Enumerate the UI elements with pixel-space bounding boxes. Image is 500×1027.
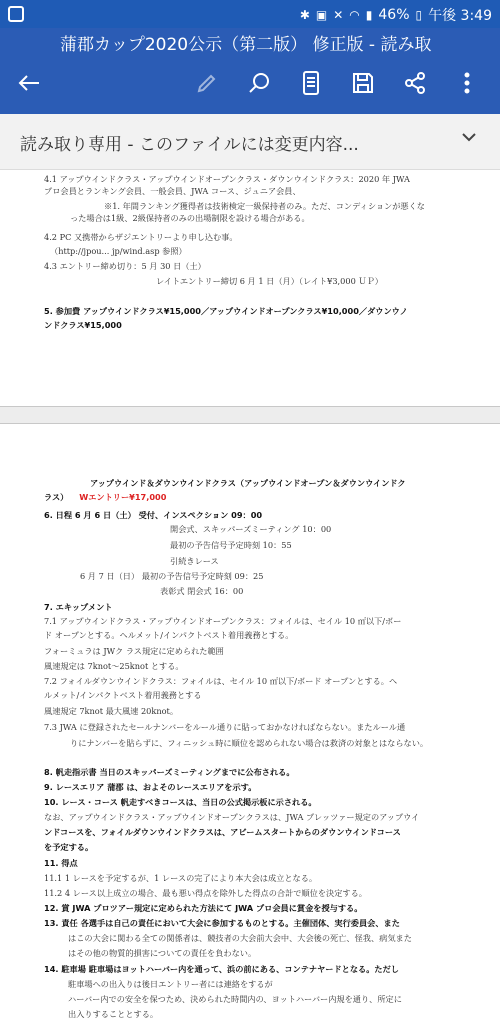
signal-icon: ▮ [365, 8, 373, 22]
more-options-button[interactable] [452, 68, 482, 98]
doc-line: 風速規定は 7knot〜25knot とする。 [44, 661, 184, 671]
chevron-down-icon [460, 128, 478, 146]
doc-line: はその他の物質的損害についての責任を負わない。 [68, 948, 257, 958]
doc-line: 6 月 7 日（日） 最初の予告信号予定時刻 09：25 [80, 571, 264, 581]
doc-line: 出入りすることとする。 [68, 1009, 159, 1019]
doc-line: ンドコースを、フォイルダウンウインドクラスは、アビームスタートからのダウンウインドコース [44, 827, 401, 837]
bluetooth-icon: ✱ [299, 8, 310, 22]
doc-line: 14. 駐車場 駐車場はヨットハーバー内を通って、浜の前にある、コンテナヤードとなる。ただし [44, 964, 399, 974]
doc-line: プロ会員とランキング会員、一般会員、JWA コース、ジュニア会員、 [44, 186, 301, 196]
share-icon [403, 71, 427, 95]
doc-line: なお、アップウインドクラス・アップウインドオープンクラスは、JWA プレッツァー規定のアップウイ [44, 812, 420, 822]
app-bar [0, 28, 500, 114]
save-icon [351, 71, 375, 95]
doc-line: ※1. 年間ランキング獲得者は技術検定一級保持者のみ。ただ、コンディションが悪くな [104, 201, 425, 211]
wifi-icon: ◠ [349, 8, 360, 22]
doc-line: 5. 参加費 アップウインドクラス¥15,000／アップウインドオープンクラス¥10,000／ダウンウノ [44, 306, 408, 316]
doc-line: 引続きレース [170, 556, 219, 566]
doc-line: 11. 得点 [44, 858, 78, 868]
search-button[interactable] [244, 68, 274, 98]
section-title: アップウインド＆ダウンウインドクラス（アップウインドオープン＆ダウンウインドク [90, 478, 406, 488]
doc-line: 駐車場への出入りは後日エントリー者には連絡をするが [68, 979, 273, 989]
doc-line: 開会式、スキッパーズミーティング 10：00 [170, 524, 332, 534]
doc-line: 11.2 4 レース以上成立の場合、最も悪い得点を除外した得点の合計で順位を決定する。 [44, 888, 367, 898]
status-indicators [300, 5, 492, 25]
more-vertical-icon [463, 71, 471, 95]
section-title-part: ラス） [44, 492, 69, 502]
battery-percent: 46% [378, 7, 410, 23]
doc-line: 7.1 アップウインドクラス・アップウインドオープンクラス：フォイルは、セイル 10 ㎡以下/ボー [44, 616, 402, 626]
document-canvas[interactable] [0, 170, 500, 1027]
mute-icon: ✕ [333, 8, 344, 22]
doc-line: はこの大会に関わる全ての関係者は、競技者の大会前大会中、大会後の死亡、怪我、病気また [68, 933, 412, 943]
clock: 午後 3:49 [428, 8, 492, 24]
back-arrow-icon [17, 73, 41, 93]
doc-line: レイトエントリー締切 6 月 1 日（月）（レイト¥3,000 ＵＰ） [156, 276, 383, 286]
doc-line: 13. 責任 各選手は自己の責任において大会に参加するものとする。主催団体、実行委員会、また [44, 918, 400, 928]
share-button[interactable] [400, 68, 430, 98]
back-button[interactable] [14, 68, 44, 98]
doc-line: りにナンバーを貼らずに、フィニッシュ時に順位を認められない場合は救済の対象とはならない。 [70, 738, 429, 748]
doc-line: 7.2 フォイルダウンウインドクラス：フォイルは、セイル 10 ㎡以下/ボード オープンとする。ヘ [44, 676, 398, 686]
doc-line: 4.1 アップウインドクラス・アップウインドオープンクラス・ダウンウインドクラス：2020 年 JWA [44, 174, 410, 184]
document-title: 蒲郡カップ2020公示（第二版） 修正版 - 読み取 [60, 35, 432, 55]
status-bar [0, 0, 500, 28]
edit-button[interactable] [192, 68, 222, 98]
doc-line: ルメット/インパクトベスト着用義務とする [44, 690, 202, 700]
doc-line: 7. エキップメント [44, 602, 113, 612]
banner-expand-button[interactable] [460, 128, 478, 150]
doc-line: 風速規定 7knot 最大風速 20knot。 [44, 706, 179, 716]
doc-line: フォーミュラは JWク ラス規定に定められた範囲 [44, 646, 224, 656]
doc-line: ンドクラス¥15,000 [44, 320, 122, 330]
nfc-icon: ▣ [315, 8, 328, 22]
doc-line: 12. 賞 JWA プロツアー規定に定められた方法にて JWA プロ会員に賞金を授与する。 [44, 903, 363, 913]
search-icon [247, 71, 271, 95]
pencil-icon [195, 71, 219, 95]
page-break [0, 406, 500, 424]
doc-line: （http://jpou... jp/wind.asp 参照） [50, 246, 187, 256]
doc-line: 11.1 1 レースを予定するが、1 レースの完了により本大会は成立となる。 [44, 873, 318, 883]
doc-line: ド オープンとする。ヘルメット/インパクトベスト着用義務とする。 [44, 630, 294, 640]
doc-line: 4.2 PC 又携帯からザジエントリーより申し込む事。 [44, 232, 238, 242]
doc-line: 9. レースエリア 蒲郡 は、およそのレースエリアを示す。 [44, 782, 257, 792]
banner-text: 読み取り専用 - このファイルには変更内容... [20, 135, 359, 155]
doc-line: 10. レース・コース 帆走すべきコースは、当日の公式掲示板に示される。 [44, 797, 317, 807]
doc-line: ハーバー内での安全を保つため、決められた時間内の、ヨットハーバー内規を通り、所定に [68, 994, 402, 1004]
w-entry-fee: Wエントリー¥17,000 [79, 492, 167, 502]
read-only-banner[interactable] [0, 114, 500, 170]
reading-view-button[interactable] [296, 68, 326, 98]
mobile-view-icon [299, 70, 323, 96]
save-button[interactable] [348, 68, 378, 98]
doc-line: った場合は1級、2級保持者のみの出場制限を設ける場合がある。 [70, 213, 310, 223]
doc-line: 4.3 エントリー締め切り：5 月 30 日（土） [44, 261, 206, 271]
doc-line: 7.3 JWA に登録されたセールナンバーをルール通りに貼っておかなければならない。またルール通 [44, 722, 406, 732]
doc-line: 表彰式 閉会式 16：00 [160, 586, 244, 596]
doc-line: を予定する。 [44, 842, 94, 852]
doc-line: 最初の予告信号予定時刻 10：55 [170, 540, 292, 550]
doc-line: 8. 帆走指示書 当日のスキッパーズミーティングまでに公布される。 [44, 767, 295, 777]
doc-line: 6. 日程 6 月 6 日（土） 受付、インスペクション 09：00 [44, 510, 263, 520]
section-title [44, 492, 464, 503]
battery-icon: ▯ [415, 8, 423, 22]
notification-icon [8, 6, 24, 22]
